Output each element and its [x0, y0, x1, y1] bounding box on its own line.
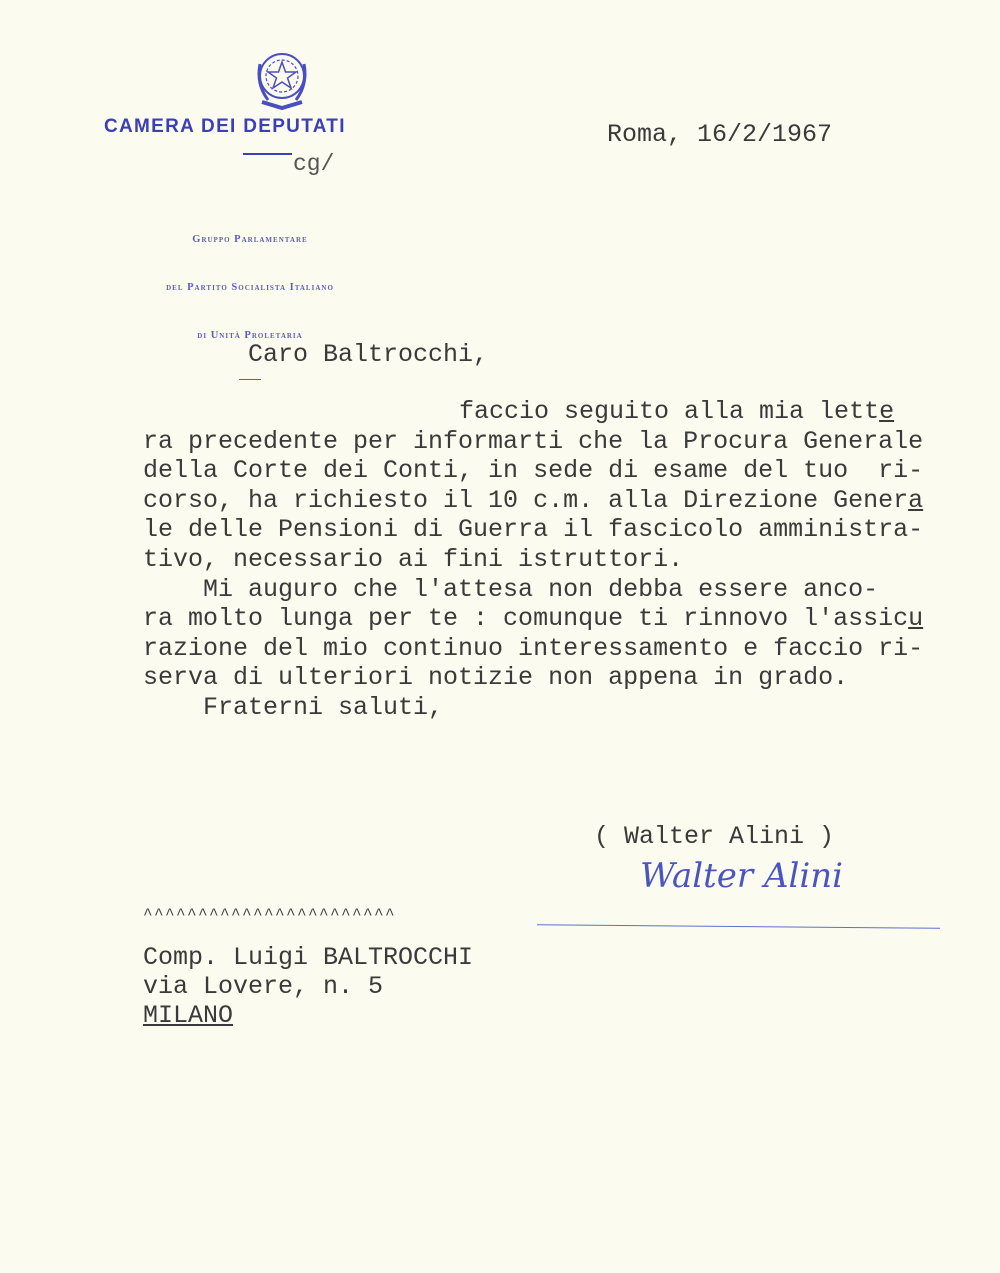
handwritten-signature: Walter Alini — [640, 856, 844, 896]
group-line-1: Gruppo Parlamentare — [192, 234, 308, 245]
body-line — [459, 397, 923, 427]
salutation: Caro Baltrocchi, — [248, 340, 489, 369]
recipient-city: MILANO — [143, 1001, 234, 1030]
body-line — [143, 427, 923, 457]
body-line — [143, 634, 923, 664]
body-text-segment: faccio seguito alla mia lett — [459, 397, 880, 426]
body-text-segment: a — [908, 485, 924, 515]
body-line — [143, 545, 923, 575]
body-text-segment: e — [879, 397, 895, 426]
body-text-segment: tivo, necessario ai fini istruttori. — [143, 544, 684, 574]
group-rule — [239, 379, 261, 380]
emblem-icon — [233, 26, 293, 98]
body-line — [143, 515, 923, 545]
body-text-segment: le delle Pensioni di Guerra il fascicolo amministra- — [143, 515, 924, 545]
reference-code: cg/ — [293, 151, 335, 177]
group-line-3: di Unità Proletaria — [197, 330, 303, 341]
body-line — [143, 663, 923, 693]
signature-stroke — [537, 924, 940, 929]
body-text-segment: corso, ha richiesto il 10 c.m. alla Direzione Gener — [143, 485, 909, 515]
body-text-segment: Mi auguro che l'attesa non debba essere anco- — [143, 574, 879, 604]
body-text-segment: della Corte dei Conti, in sede di esame del tuo ri- — [143, 456, 924, 486]
body-line — [143, 486, 923, 516]
body-line — [143, 693, 923, 723]
body-text-segment: serva di ulteriori notizie non appena in grado. — [143, 663, 849, 693]
recipient-line-1: Comp. Luigi BALTROCCHI — [143, 943, 474, 972]
letter-body — [143, 397, 923, 723]
body-text-segment: Fraterni saluti, — [143, 692, 444, 722]
body-text-segment: ra precedente per informarti che la Procura Generale — [143, 426, 924, 456]
body-text-segment: u — [908, 604, 924, 634]
typed-signature-name: ( Walter Alini ) — [594, 822, 835, 851]
body-line — [143, 456, 923, 486]
header-rule — [243, 153, 292, 155]
institution-name: CAMERA DEI DEPUTATI — [104, 116, 346, 137]
letter-date: Roma, 16/2/1967 — [607, 120, 833, 149]
separator-line: ^^^^^^^^^^^^^^^^^^^^^^^ — [143, 906, 397, 924]
recipient-line-2: via Lovere, n. 5 — [143, 972, 384, 1001]
body-line — [143, 604, 923, 634]
body-text-segment: razione del mio continuo interessamento e faccio ri- — [143, 633, 924, 663]
body-line — [143, 575, 923, 605]
body-text-segment: ra molto lunga per te : comunque ti rinnovo l'assic — [143, 604, 909, 634]
group-line-2: del Partito Socialista Italiano — [166, 282, 334, 293]
